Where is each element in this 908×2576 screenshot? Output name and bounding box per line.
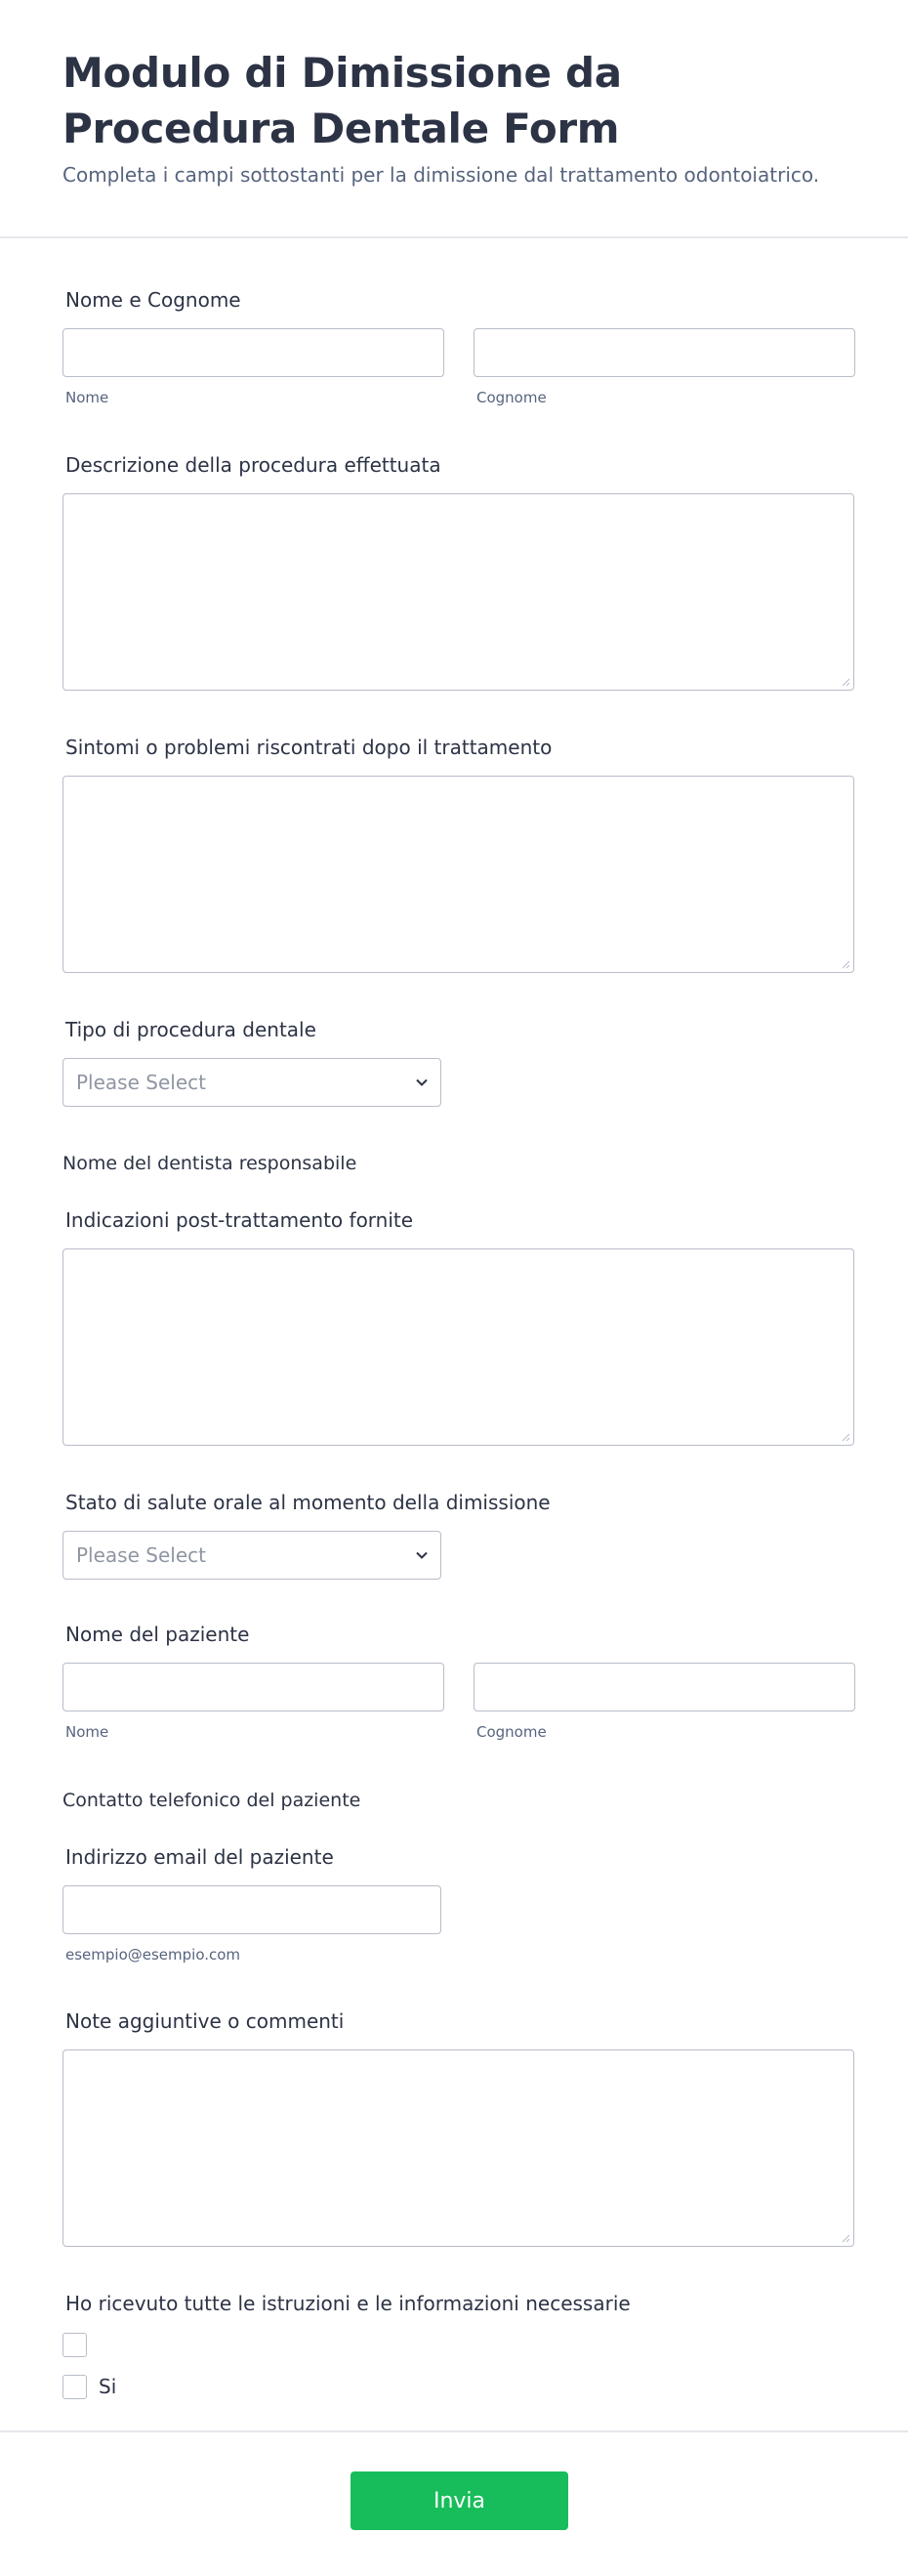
chevron-down-icon [415, 1076, 429, 1089]
resize-grip-icon[interactable] [842, 2234, 850, 2243]
oral-health-select[interactable] [62, 1531, 441, 1580]
confirmation-option-2[interactable] [62, 2372, 631, 2401]
procedure-type-section [62, 1017, 441, 1107]
chevron-down-icon [415, 1548, 429, 1562]
full-name-section [62, 287, 855, 406]
confirmation-option-2-label: Si [99, 2375, 117, 2398]
oral-health-section [62, 1490, 551, 1580]
patient-phone-section [62, 1788, 360, 1813]
first-name-input[interactable] [62, 328, 444, 377]
post-instructions-section [62, 1207, 854, 1446]
patient-email-label: Indirizzo email del paziente [65, 1845, 334, 1869]
patient-last-name-input[interactable] [474, 1663, 855, 1711]
last-name-sublabel: Cognome [476, 389, 547, 406]
confirmation-option-1[interactable] [62, 2330, 631, 2359]
last-name-input[interactable] [474, 328, 855, 377]
symptoms-textarea[interactable] [62, 776, 854, 973]
procedure-type-select[interactable] [62, 1058, 441, 1107]
patient-last-name-sublabel: Cognome [476, 1723, 547, 1741]
procedure-type-placeholder: Please Select [76, 1071, 206, 1094]
procedure-description-section [62, 452, 854, 691]
notes-label: Note aggiuntive o commenti [65, 2009, 345, 2033]
full-name-label: Nome e Cognome [65, 288, 241, 312]
oral-health-label: Stato di salute orale al momento della dimissione [65, 1491, 551, 1514]
resize-grip-icon[interactable] [842, 960, 850, 969]
confirmation-checkbox-2[interactable] [62, 2375, 87, 2399]
post-instructions-textarea[interactable] [62, 1248, 854, 1446]
patient-phone-label: Contatto telefonico del paziente [62, 1790, 361, 1811]
page-title: Modulo di Dimissione da Procedura Dentale Form [62, 49, 622, 152]
procedure-description-textarea[interactable] [62, 493, 854, 691]
post-instructions-label: Indicazioni post-trattamento fornite [65, 1208, 414, 1232]
patient-first-name-input[interactable] [62, 1663, 444, 1711]
submit-button[interactable]: Invia [351, 2471, 568, 2530]
patient-name-label: Nome del paziente [65, 1623, 250, 1646]
patient-first-name-sublabel: Nome [65, 1723, 109, 1741]
confirmation-checkbox-1[interactable] [62, 2333, 87, 2357]
dentist-name-section [62, 1151, 356, 1176]
patient-email-sublabel: esempio@esempio.com [65, 1946, 241, 1964]
oral-health-placeholder: Please Select [76, 1543, 206, 1567]
symptoms-label: Sintomi o problemi riscontrati dopo il trattamento [65, 736, 553, 759]
patient-email-section [62, 1844, 441, 1964]
procedure-description-label: Descrizione della procedura effettuata [65, 453, 441, 477]
notes-textarea[interactable] [62, 2049, 854, 2247]
symptoms-section [62, 735, 854, 973]
page-subtitle: Completa i campi sottostanti per la dimissione dal trattamento odontoiatrico. [62, 163, 820, 187]
form-footer [0, 2430, 908, 2576]
form-header [0, 0, 908, 238]
resize-grip-icon[interactable] [842, 678, 850, 687]
patient-email-input[interactable] [62, 1885, 441, 1934]
confirmation-section [62, 2291, 631, 2401]
confirmation-label: Ho ricevuto tutte le istruzioni e le informazioni necessarie [65, 2292, 631, 2315]
procedure-type-label: Tipo di procedura dentale [65, 1018, 316, 1041]
resize-grip-icon[interactable] [842, 1433, 850, 1442]
first-name-sublabel: Nome [65, 389, 109, 406]
dentist-name-label: Nome del dentista responsabile [62, 1153, 357, 1174]
patient-name-section [62, 1622, 855, 1741]
notes-section [62, 2008, 854, 2247]
